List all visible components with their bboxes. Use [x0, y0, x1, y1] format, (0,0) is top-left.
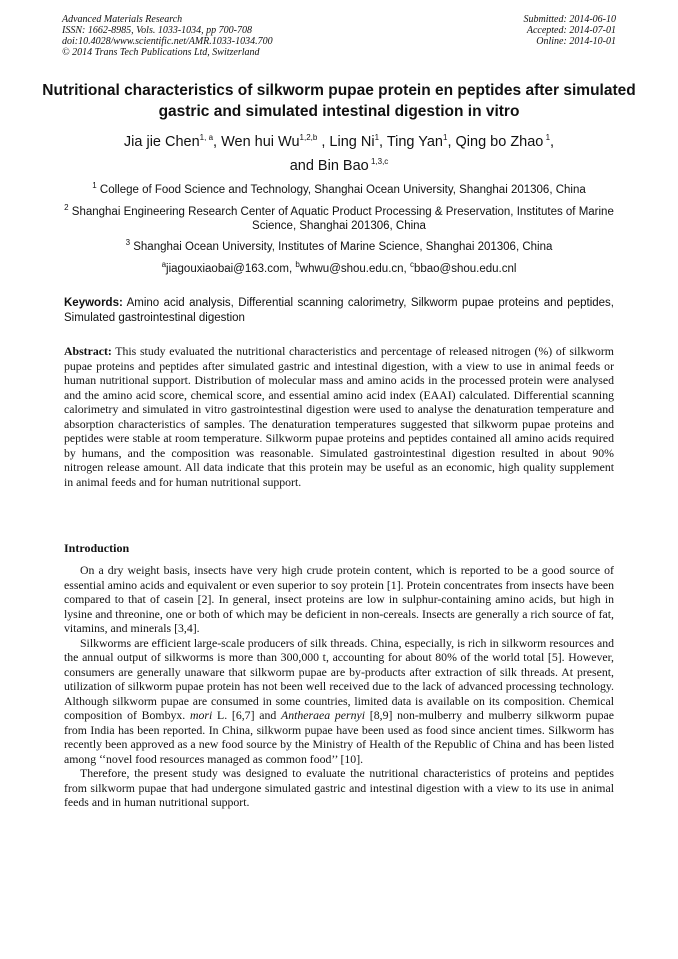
issn-line: ISSN: 1662-8985, Vols. 1033-1034, pp 700-708	[62, 25, 252, 36]
author-name: Ting Yan	[386, 134, 443, 150]
abstract-text: This study evaluated the nutritional characteristics and percentage of released nitrogen (%) of silkworm pupae proteins and peptides after simulated gastric and intestinal digestion, with a view to use in animal feeds or human nutritional support. Distribution of molecular mass and amino acids in the processed protein were analysed and the amino acid score, chemical score, and essential amino acid index (EAAI) calculated. Differential scanning calorimetry and simulated in vitro gastrointestinal digestion were used to analyse the denaturation temperature and absorption characteristics of samples. The denaturation temperatures suggested that silkworm pupae proteins and peptides were stable at room temperature. Silkworm pupae proteins and peptides contained all amino acids required by humans, and the composition was reasonable. Simulated gastrointestinal digestion resulted in about 90% nitrogen release amount. All data indicate that this protein may be useful as an economic, high quality supplement in animal feeds and for human nutritional support.	[64, 344, 614, 489]
journal-header	[62, 14, 273, 58]
copyright-line: © 2014 Trans Tech Publications Ltd, Switzerland	[62, 47, 260, 58]
keywords-section	[64, 296, 614, 326]
paper-title: Nutritional characteristics of silkworm pupae protein en peptides after simulated gastric and simulated intestinal digestion in vitro	[42, 82, 636, 120]
submitted-date: Submitted: 2014-06-10	[523, 14, 616, 25]
author-affil-sup: 1	[442, 133, 448, 143]
accepted-date: Accepted: 2014-07-01	[526, 25, 616, 36]
introduction-body	[64, 563, 614, 810]
keywords-text: Amino acid analysis, Differential scanning calorimetry, Silkworm pupae proteins and peptides, Simulated gastrointestinal digestion	[64, 297, 614, 324]
online-date: Online: 2014-10-01	[536, 36, 616, 47]
doi-line: doi:10.4028/www.scientific.net/AMR.1033-1034.700	[62, 36, 273, 47]
author-list: Jia jie Chen$^{1, a}$, Wen hui Wu$^{1,2,b}$ , Ling Ni$^1$, Ting Yan$^1$, Qing bo Zhao $^1$, and Bin Bao $^{1,3,c}$	[123, 133, 555, 174]
intro-paragraph-2: Silkworms are efficient large-scale producers of silk threads. China, especially, is rich in silkworm resources and the annual output of silkworms is more than 300,000 t, accounting for about 80% of the world total [5]. However, consumers are generally unaware that silkworm pupae are by-products after extraction of silk threads. At present, utilization of silkworm pupae protein has not been well received due to the lack of advanced processing technology. Although silkworm pupae are consumed in some countries, limited data is available on its composition. Chemical composition of Bombyx. mori L. [6,7] and Antheraea pernyi [8,9] non-mulberry and mulberry silkworm pupae from India has been reported. In China, silkworm pupae have been used as food since ancient times. Silkworm has recently been approved as a new food source by the Ministry of Health of the Republic of China and has been listed among ‘‘novel food resources managed as common food’’ [10].	[64, 635, 614, 766]
email-link[interactable]: jiagouxiaobai@163.com,	[166, 263, 296, 275]
author-affil-sup: 1	[374, 133, 380, 143]
email-list: $^a$jiagouxiaobai@163.com, $^b$whwu@shou.edu.cn, $^c$bbao@shou.edu.cnl	[161, 260, 517, 275]
introduction-heading: Introduction	[64, 541, 130, 555]
author-affil-sup: 1	[543, 133, 551, 143]
intro-paragraph-1: On a dry weight basis, insects have very high crude protein content, which is reported to be a good source of essential amino acids and equivalent or even superior to soy protein [1]. Protein concentrates from insects have been compared to that of casein [2]. In general, insect proteins are low in sulphur-containing amino acids, but high in lysine and threonine, one or both of which may be deficient in non-cereals. Insects are generally a rich source of fat, vitamins, and minerals [3,4].	[64, 563, 614, 635]
author-name: Wen hui Wu	[221, 134, 300, 150]
author-affil-sup: 1,3,c	[368, 157, 389, 167]
email-link[interactable]: whwu@shou.edu.cn,	[299, 263, 410, 275]
abstract-section	[64, 344, 614, 489]
journal-name: Advanced Materials Research	[62, 14, 183, 25]
keywords-label: Keywords:	[64, 297, 123, 309]
author-name: Qing bo Zhao	[455, 134, 544, 150]
author-name: Jia jie Chen	[123, 134, 200, 150]
author-affil-sup: 1,2,b	[299, 133, 318, 143]
dates-header	[524, 14, 617, 47]
intro-paragraph-3: Therefore, the present study was designed to evaluate the nutritional characteristics of proteins and peptides from silkworm pupae that had undergone simulated gastric and intestinal digestion with a view to its use in animal feeds and in human nutritional support.	[64, 766, 614, 809]
author-name: and Bin Bao	[289, 158, 369, 174]
email-link[interactable]: bbao@shou.edu.cnl	[413, 263, 517, 275]
affiliation-2: $^2$ Shanghai Engineering Research Center of Aquatic Product Processing & Preservation, Institutes of Marine Science, Shanghai 201306, China	[64, 203, 614, 232]
author-name: Ling Ni	[329, 134, 375, 150]
affiliation-1: $^1$ College of Food Science and Technology, Shanghai Ocean University, Shanghai 201306, China	[92, 181, 586, 196]
abstract-label: Abstract:	[64, 344, 112, 358]
author-affil-sup: 1, a	[199, 133, 214, 143]
affiliation-3: $^3$ Shanghai Ocean University, Institutes of Marine Science, Shanghai 201306, China	[125, 238, 553, 253]
